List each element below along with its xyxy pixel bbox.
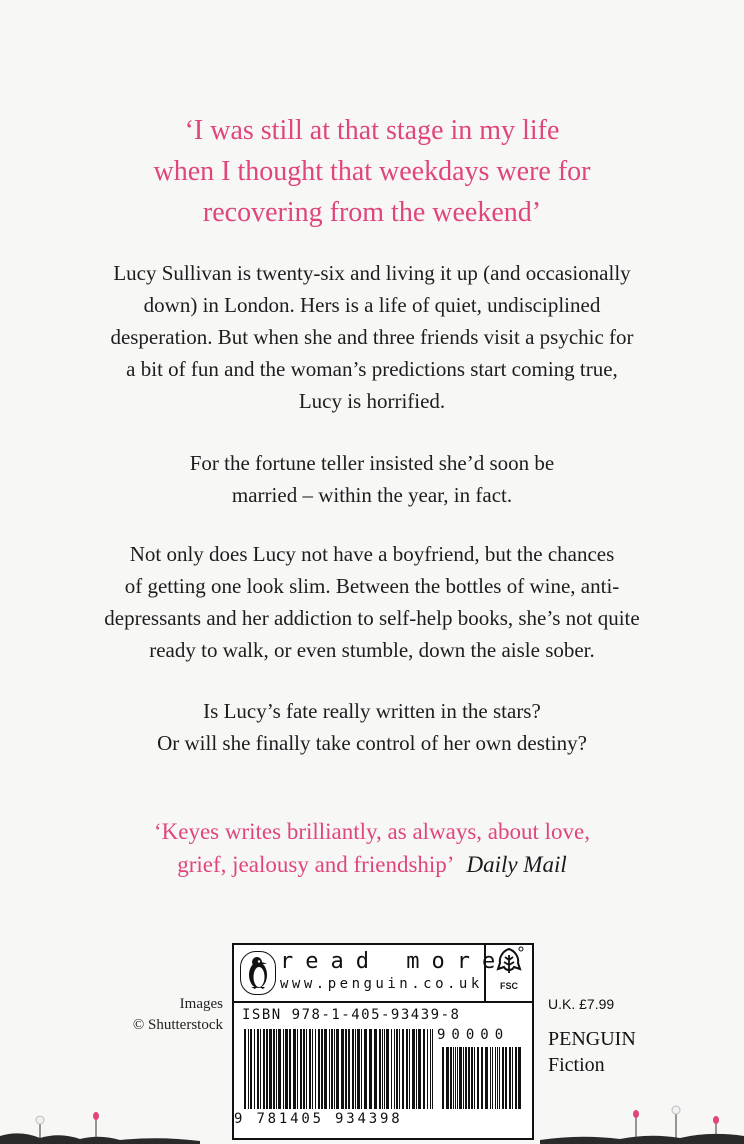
fsc-logo [484, 945, 532, 1001]
barcode-image [244, 1029, 524, 1109]
image-credits [110, 994, 223, 1036]
blurb-line: down) in London. Hers is a life of quiet, undisciplined [143, 293, 601, 317]
review-quote-line: ‘Keyes writes brilliantly, as always, about love, [153, 819, 591, 844]
review-source: Daily Mail [466, 852, 567, 877]
barcode-bar [341, 1029, 344, 1109]
barcode-bar [352, 1029, 354, 1109]
barcode-bar [357, 1029, 360, 1109]
barcode-bar [289, 1029, 291, 1109]
fsc-tree-icon [494, 945, 524, 983]
barcode-bar [331, 1029, 333, 1109]
barcode-bar [254, 1029, 255, 1109]
barcode-bar [423, 1029, 425, 1109]
barcode-bar [244, 1029, 246, 1109]
read-more-row [234, 945, 532, 1003]
flower-icon [36, 1116, 44, 1138]
pull-quote [60, 110, 684, 233]
flower-border [0, 1100, 744, 1144]
barcode-bar [297, 1029, 298, 1109]
barcode-bar [399, 1029, 400, 1109]
barcode-bar [250, 1029, 252, 1109]
blurb-line: ready to walk, or even stumble, down the aisle sober. [149, 638, 595, 662]
barcode-bar [303, 1029, 305, 1109]
blurb-line: depressants and her addiction to self-help books, she’s not quite [104, 606, 640, 630]
blurb-line: Lucy Sullivan is twenty-six and living it up (and occasionally [113, 261, 631, 285]
penguin-logo-icon [240, 951, 276, 995]
flower-icon [713, 1116, 719, 1136]
credits-line: Images [179, 996, 223, 1012]
read-more-text: read more [280, 949, 508, 974]
barcode-bar [269, 1029, 272, 1109]
barcode-bar [409, 1029, 410, 1109]
barcode-bar [384, 1029, 385, 1109]
barcode-bar [364, 1029, 367, 1109]
barcode-bar [334, 1029, 335, 1109]
barcode-bar [412, 1029, 415, 1109]
barcode-bar [396, 1029, 398, 1109]
barcode-bar [309, 1029, 311, 1109]
blurb-line: a bit of fun and the woman’s predictions start coming true, [126, 357, 618, 381]
blurb-line: Is Lucy’s fate really written in the stars? [203, 699, 541, 723]
barcode-bar [278, 1029, 281, 1109]
barcode-bar [418, 1029, 421, 1109]
barcode-bar [315, 1029, 316, 1109]
blurb-line: For the fortune teller insisted she’d soon be [189, 451, 555, 475]
barcode-bar [306, 1029, 307, 1109]
blurb-line: of getting one look slim. Between the bottles of wine, anti- [124, 574, 620, 598]
review-quote [70, 815, 674, 881]
pull-quote-line: recovering from the weekend’ [202, 197, 542, 228]
barcode-bar [293, 1029, 296, 1109]
blurb-line: married – within the year, in fact. [231, 483, 513, 507]
blurb-line: Not only does Lucy not have a boyfriend, but the chances [129, 542, 615, 566]
barcode-bar [374, 1029, 377, 1109]
blurb-line: Lucy is horrified. [298, 389, 446, 413]
blurb-paragraph-2 [70, 447, 674, 511]
barcode-bar [379, 1029, 381, 1109]
review-quote-text: grief, jealousy and friendship’ [177, 852, 455, 877]
barcode-bar [266, 1029, 268, 1109]
blurb-line: desperation. But when she and three friends visit a psychic for [110, 325, 634, 349]
barcode-bar [402, 1029, 404, 1109]
publisher-name: PENGUIN [548, 1028, 636, 1050]
price-label: U.K. £7.99 [548, 996, 615, 1012]
flower-icon [93, 1112, 99, 1138]
review-quote-line-2 [70, 848, 674, 881]
barcode-bar [406, 1029, 408, 1109]
barcode-bar [427, 1029, 428, 1109]
barcode-bar [430, 1029, 431, 1109]
isbn-text: ISBN 978-1-405-93439-8 [242, 1007, 461, 1023]
penguin-url: www.penguin.co.uk [280, 976, 483, 992]
barcode-bar [432, 1029, 433, 1109]
pull-quote-line: ‘I was still at that stage in my life [184, 115, 560, 146]
barcode-bar [283, 1029, 284, 1109]
barcode-bar [321, 1029, 323, 1109]
barcode-bar [391, 1029, 392, 1109]
barcode-bar [300, 1029, 302, 1109]
flower-icon [633, 1110, 639, 1140]
barcode-bar [369, 1029, 372, 1109]
barcode-number: 9 781405 934398 [234, 1111, 403, 1127]
barcode-bar [312, 1029, 313, 1109]
imprint [548, 1026, 636, 1078]
barcode-bar [329, 1029, 330, 1109]
credits-line: © Shutterstock [132, 1017, 223, 1033]
barcode-bar [361, 1029, 362, 1109]
barcode-bar [394, 1029, 395, 1109]
barcode-bar [382, 1029, 383, 1109]
barcode-bar [348, 1029, 350, 1109]
flower-icon [672, 1106, 680, 1138]
barcode-bar [324, 1029, 327, 1109]
barcode-bar [318, 1029, 320, 1109]
barcode-bar [248, 1029, 249, 1109]
blurb-line: Or will she finally take control of her own destiny? [157, 731, 587, 755]
barcode-bar [273, 1029, 275, 1109]
blurb-paragraph-4 [70, 695, 674, 759]
barcode-bar [416, 1029, 417, 1109]
barcode-bar [260, 1029, 261, 1109]
barcode-bar [263, 1029, 265, 1109]
blurb-paragraph-1 [70, 257, 674, 417]
genre-label: Fiction [548, 1054, 605, 1076]
blurb-paragraph-3 [70, 538, 674, 666]
barcode-bar [257, 1029, 259, 1109]
barcode-bar [285, 1029, 288, 1109]
barcode-bar [386, 1029, 389, 1109]
barcode-bar [345, 1029, 347, 1109]
barcode-bar [355, 1029, 356, 1109]
fsc-label: FSC [500, 981, 518, 991]
pull-quote-line: when I thought that weekdays were for [153, 156, 591, 187]
addon-number: 90000 [437, 1027, 510, 1043]
barcode-bar [276, 1029, 277, 1109]
barcode-bar [336, 1029, 339, 1109]
